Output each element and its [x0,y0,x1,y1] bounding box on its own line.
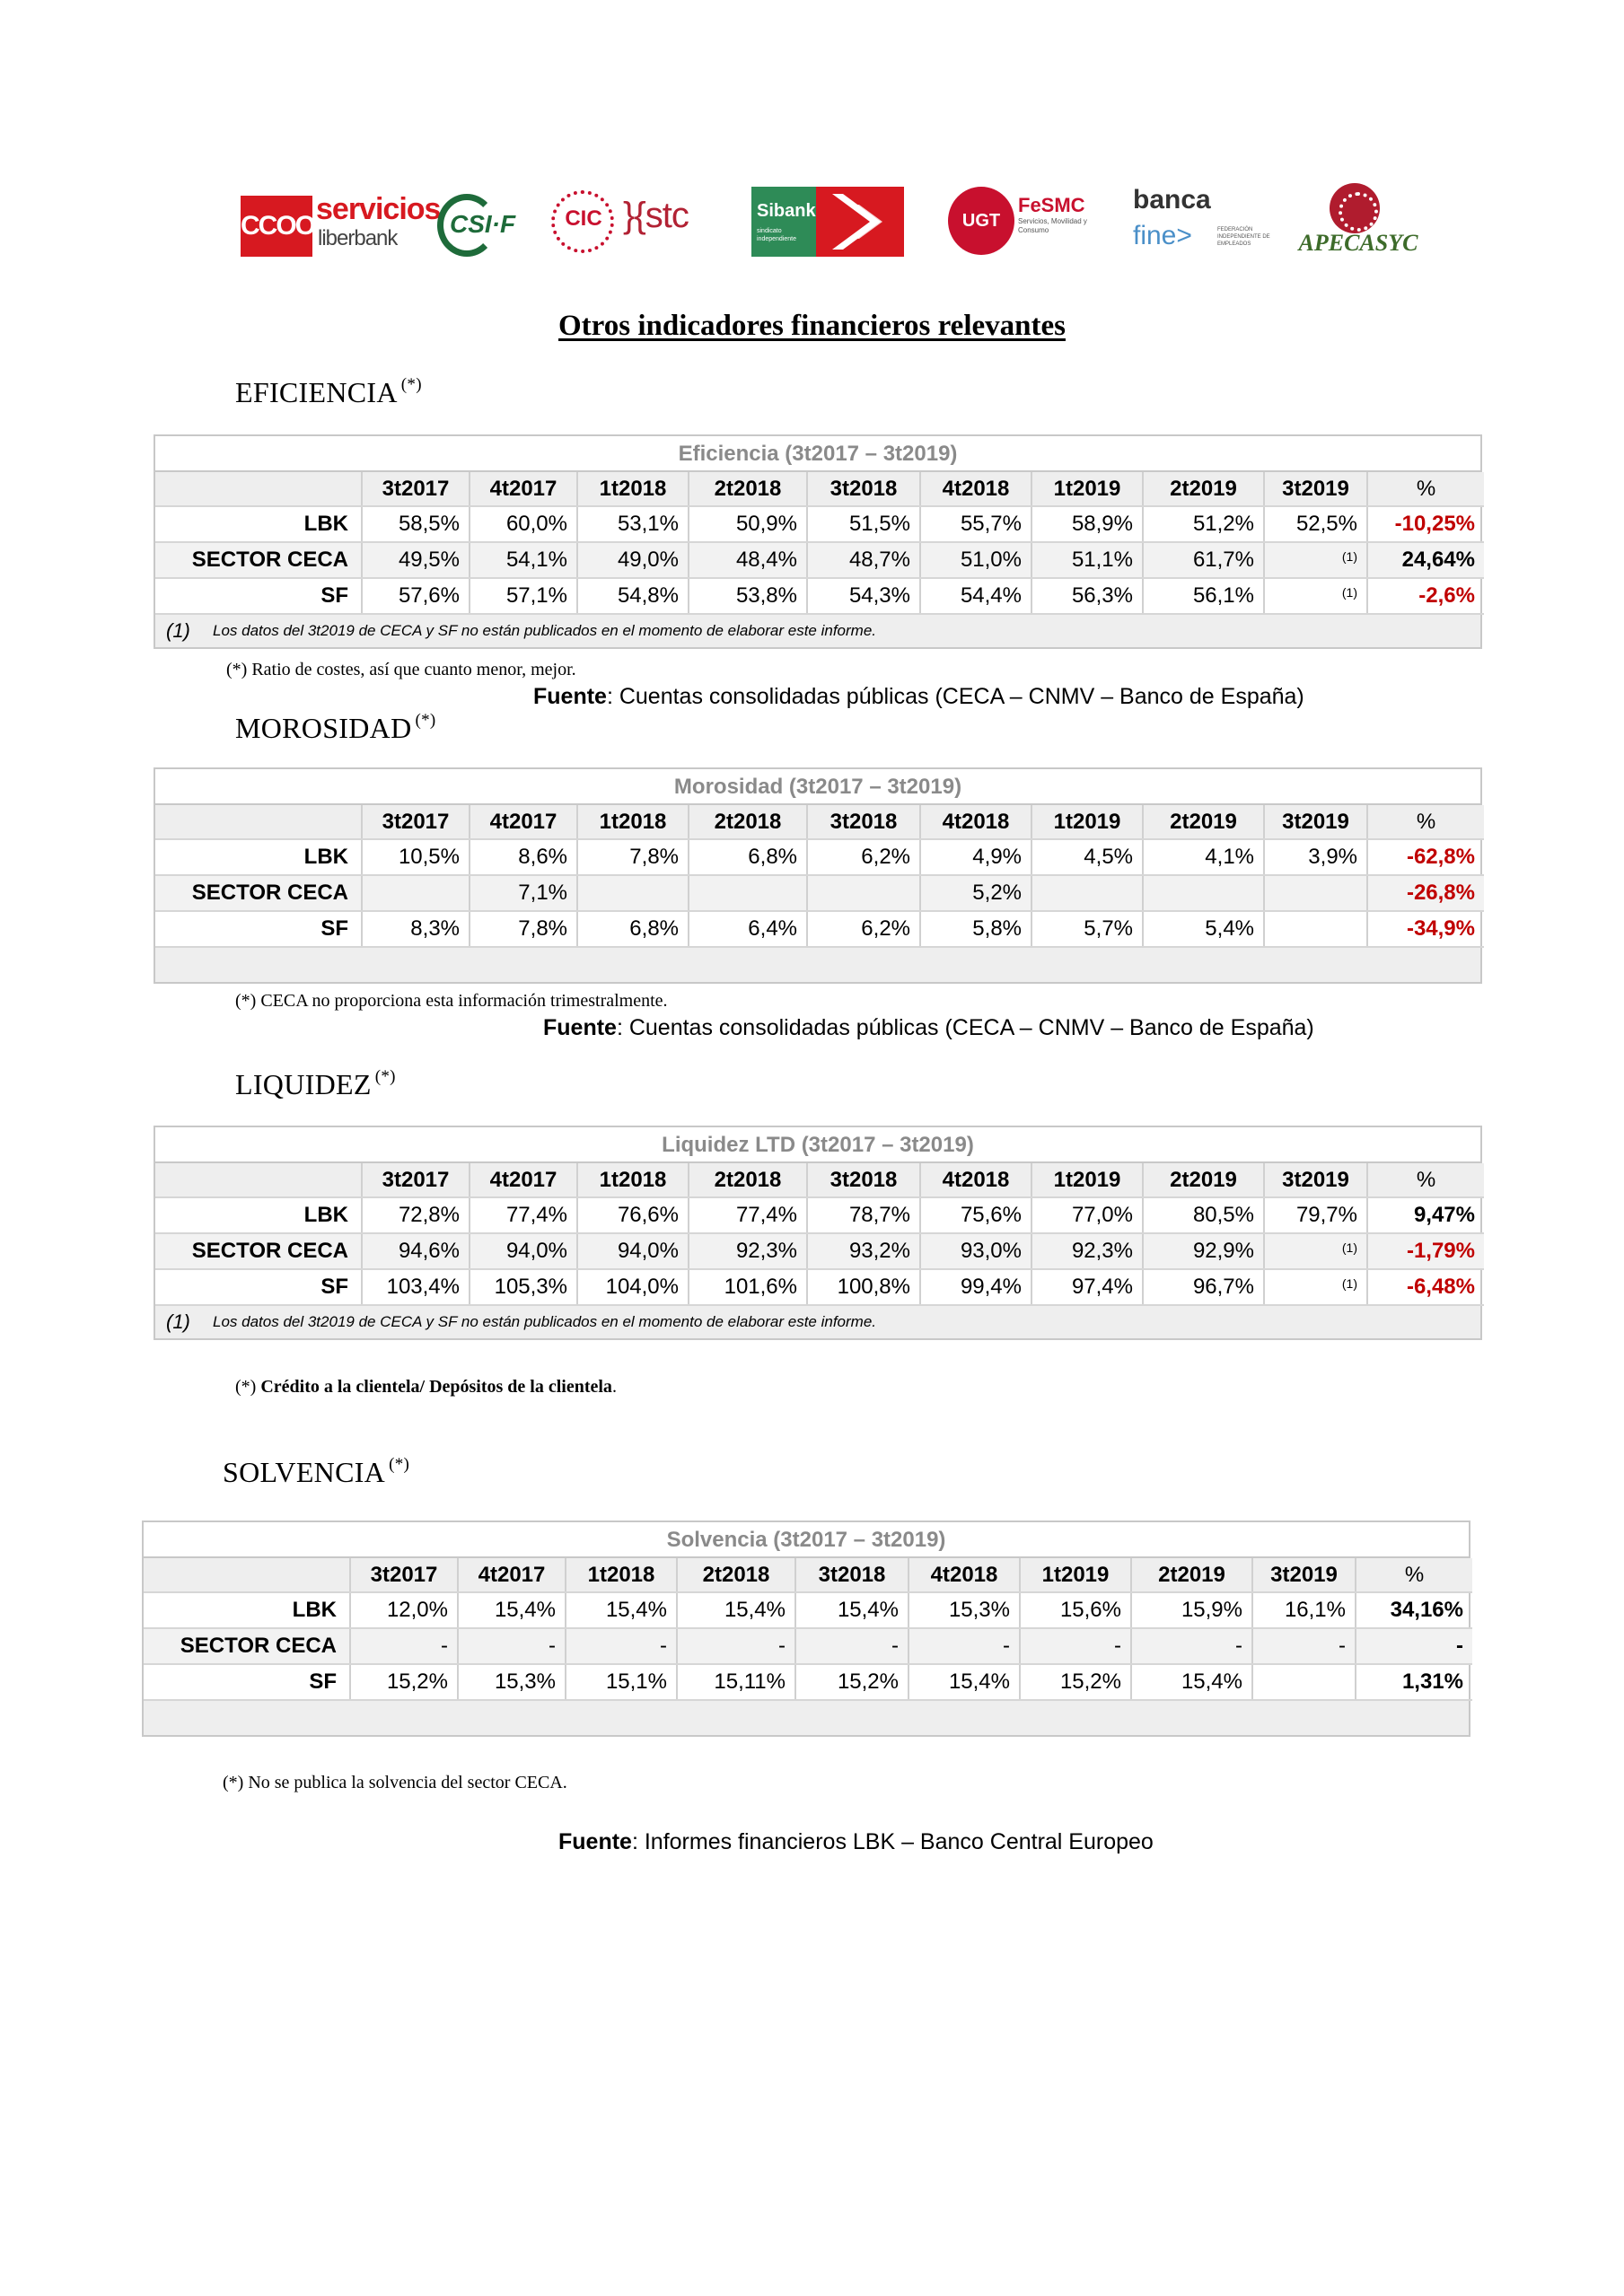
row-label: LBK [155,839,362,875]
table-cell: 103,4% [362,1269,470,1305]
column-header: 3t2018 [795,1558,909,1592]
table-cell: 54,4% [920,578,1031,614]
table-cell: - [458,1628,566,1664]
solvencia-source-label: Fuente [558,1829,632,1854]
column-header: 3t2019 [1264,1163,1367,1197]
table-cell: 97,4% [1031,1269,1143,1305]
eficiencia-table-footnote [155,615,1480,647]
table-cell: 6,8% [689,839,807,875]
column-header: 3t2019 [1252,1558,1356,1592]
table-row [155,911,1484,947]
ccoo-logo-mark: CCOO [241,196,312,257]
change-percent-cell: -34,9% [1367,911,1484,947]
table-cell: 7,8% [470,911,577,947]
csif-logo [437,194,516,257]
row-label: SECTOR CECA [144,1628,350,1664]
table-cell: 15,4% [909,1664,1020,1700]
table-cell: 92,3% [689,1233,807,1269]
table-cell: 94,0% [577,1233,689,1269]
morosidad-source-text: : Cuentas consolidadas públicas (CECA – CNMV – Banco de España) [616,1015,1314,1040]
table-cell [1264,875,1367,911]
table-cell: 16,1% [1252,1592,1356,1628]
table-cell: 78,7% [807,1197,920,1233]
table-cell: 57,1% [470,578,577,614]
table-cell: 75,6% [920,1197,1031,1233]
row-label: LBK [155,506,362,542]
banca-logo-tag: FEDERACIÓN INDEPENDIENTE DE EMPLEADOS [1217,227,1270,247]
change-percent-cell: -62,8% [1367,839,1484,875]
stc-logo: }{stc [623,196,689,235]
table-cell: 57,6% [362,578,470,614]
table-cell: 93,2% [807,1233,920,1269]
change-percent-cell: -6,48% [1367,1269,1484,1305]
table-row [155,542,1484,578]
table-header-row [144,1558,1472,1592]
row-label: SF [155,1269,362,1305]
eficiencia-source-label: Fuente [533,684,607,709]
cic-logo [548,187,619,259]
table-cell: 92,9% [1143,1233,1264,1269]
table-cell [577,875,689,911]
eficiencia-source [533,684,1304,710]
table-cell: 5,8% [920,911,1031,947]
column-header: 1t2019 [1020,1558,1131,1592]
table-row [144,1628,1472,1664]
table-cell: 6,4% [689,911,807,947]
table-cell: 15,4% [677,1592,795,1628]
table-cell: 54,1% [470,542,577,578]
column-header: 4t2017 [470,472,577,506]
fesmc-logo-text [1018,194,1092,235]
liquidez-table-footnote [155,1306,1480,1338]
column-header [155,472,362,506]
column-header [144,1558,350,1592]
column-header [155,1163,362,1197]
table-cell: 92,3% [1031,1233,1143,1269]
column-header: 2t2019 [1143,805,1264,839]
column-header: 4t2017 [458,1558,566,1592]
ugt-logo-mark: UGT [948,187,1014,255]
column-header: 3t2017 [362,805,470,839]
change-percent-cell: - [1356,1628,1472,1664]
column-header: 1t2018 [577,1163,689,1197]
column-header: 4t2018 [920,805,1031,839]
table-cell [1252,1664,1356,1700]
table-cell: 15,3% [458,1664,566,1700]
table-cell: 58,5% [362,506,470,542]
table-cell: 100,8% [807,1269,920,1305]
fesmc-logo-tag: Servicios, Movilidad y Consumo [1018,217,1087,234]
table-cell: 58,9% [1031,506,1143,542]
column-header: 1t2019 [1031,805,1143,839]
column-header: 3t2019 [1264,805,1367,839]
table-cell: - [1252,1628,1356,1664]
table-cell: 94,6% [362,1233,470,1269]
table-cell: 50,9% [689,506,807,542]
column-header: 3t2018 [807,1163,920,1197]
table-cell: - [566,1628,677,1664]
morosidad-table-caption: Morosidad (3t2017 – 3t2019) [155,769,1480,805]
banca-logo-line1: banca [1133,185,1211,215]
table-cell: 54,8% [577,578,689,614]
solvencia-table-footer [144,1701,1469,1735]
table-cell: (1) [1264,542,1367,578]
column-header: 2t2018 [677,1558,795,1592]
table-cell: - [677,1628,795,1664]
liquidez-footnote-text: Los datos del 3t2019 de CECA y SF no están publicados en el momento de elaborar este informe. [213,1313,877,1330]
sibank-logo-green [751,187,816,257]
table-cell: 3,9% [1264,839,1367,875]
table-row [144,1592,1472,1628]
table-row [155,578,1484,614]
table-cell: 49,0% [577,542,689,578]
eficiencia-heading [235,375,422,409]
table-cell: 4,1% [1143,839,1264,875]
table-cell: 52,5% [1264,506,1367,542]
table-cell: 56,1% [1143,578,1264,614]
table-cell [1264,911,1367,947]
column-header: 3t2017 [362,1163,470,1197]
table-cell: 55,7% [920,506,1031,542]
table-cell: 48,4% [689,542,807,578]
table-row [144,1664,1472,1700]
table-cell: (1) [1264,578,1367,614]
table-cell: 10,5% [362,839,470,875]
solvencia-table [142,1520,1470,1737]
table-header-row [155,1163,1484,1197]
table-cell: 5,4% [1143,911,1264,947]
table-cell: 15,6% [1020,1592,1131,1628]
table-cell: 51,5% [807,506,920,542]
table-row [155,506,1484,542]
column-header: 2t2018 [689,1163,807,1197]
table-row [155,1233,1484,1269]
csif-logo-text: CSI·F [450,210,516,238]
apecasyc-logo [1290,183,1425,262]
eficiencia-table [154,434,1482,649]
table-cell: 80,5% [1143,1197,1264,1233]
apecasyc-emblem-icon [1330,183,1380,233]
table-cell: (1) [1264,1233,1367,1269]
table-cell: 15,2% [795,1664,909,1700]
change-percent-cell: 24,64% [1367,542,1484,578]
morosidad-table-footer [155,948,1480,982]
table-cell: 15,4% [1131,1664,1252,1700]
solvencia-heading [223,1455,409,1489]
column-header: 3t2018 [807,805,920,839]
table-cell: 15,2% [1020,1664,1131,1700]
change-percent-cell: -26,8% [1367,875,1484,911]
table-cell: 105,3% [470,1269,577,1305]
morosidad-heading [235,711,436,745]
table-cell: 15,1% [566,1664,677,1700]
liquidez-table [154,1126,1482,1340]
cic-logo-text: CIC [565,206,602,231]
column-header: 1t2019 [1031,472,1143,506]
table-cell: - [795,1628,909,1664]
solvencia-heading-mark: (*) [389,1455,410,1474]
table-row [155,875,1484,911]
table-cell: 7,8% [577,839,689,875]
morosidad-source-label: Fuente [543,1015,617,1040]
table-header-row [155,472,1484,506]
sibank-logo-arrow-icon [816,187,904,257]
column-header: 2t2019 [1131,1558,1252,1592]
table-cell: 54,3% [807,578,920,614]
table-cell: - [1020,1628,1131,1664]
row-label: SECTOR CECA [155,875,362,911]
column-header: % [1367,472,1484,506]
table-cell: 6,2% [807,839,920,875]
table-cell: 61,7% [1143,542,1264,578]
liquidez-heading [235,1067,396,1101]
table-cell: 6,2% [807,911,920,947]
banca-fine-logo [1133,185,1277,262]
change-percent-cell: -1,79% [1367,1233,1484,1269]
table-row [155,839,1484,875]
column-header: 3t2017 [350,1558,458,1592]
sibank-logo-tag: sindicato independiente [757,228,796,242]
table-cell: 4,5% [1031,839,1143,875]
table-cell: 56,3% [1031,578,1143,614]
liquidez-note-suffix: . [611,1377,617,1397]
table-cell: 94,0% [470,1233,577,1269]
column-header: 2t2018 [689,805,807,839]
column-header: 2t2019 [1143,472,1264,506]
liquidez-note-prefix: (*) [235,1377,261,1397]
sibank-logo-name: Sibank [757,201,816,221]
table-cell: 15,3% [909,1592,1020,1628]
table-cell: (1) [1264,1269,1367,1305]
table-cell: 51,2% [1143,506,1264,542]
column-header: 4t2018 [909,1558,1020,1592]
table-cell: 53,8% [689,578,807,614]
row-label: SF [144,1664,350,1700]
page-title: Otros indicadores financieros relevantes [558,310,1066,342]
table-cell [1143,875,1264,911]
eficiencia-note: (*) Ratio de costes, así que cuanto menor, mejor. [226,660,576,679]
table-cell: 5,7% [1031,911,1143,947]
column-header [155,805,362,839]
eficiencia-heading-mark: (*) [400,375,422,394]
ccoo-logo [241,192,441,257]
table-cell: 77,0% [1031,1197,1143,1233]
solvencia-source [558,1829,1154,1855]
solvencia-source-text: : Informes financieros LBK – Banco Central Europeo [631,1829,1154,1854]
liquidez-heading-mark: (*) [374,1067,396,1086]
table-cell: 93,0% [920,1233,1031,1269]
solvencia-table-caption: Solvencia (3t2017 – 3t2019) [144,1522,1469,1558]
table-cell: 48,7% [807,542,920,578]
apecasyc-logo-text: APECASYC [1298,230,1418,256]
morosidad-heading-mark: (*) [415,711,436,730]
table-cell: 79,7% [1264,1197,1367,1233]
column-header: % [1367,805,1484,839]
eficiencia-heading-text: EFICIENCIA [235,376,398,408]
eficiencia-source-text: : Cuentas consolidadas públicas (CECA – CNMV – Banco de España) [606,684,1304,709]
column-header: 4t2017 [470,1163,577,1197]
morosidad-note: (*) CECA no proporciona esta información trimestralmente. [235,991,668,1011]
table-cell: 7,1% [470,875,577,911]
ccoo-logo-line1: servicios [316,192,441,226]
table-cell: 4,9% [920,839,1031,875]
table-cell: 15,9% [1131,1592,1252,1628]
liquidez-note [235,1377,617,1398]
table-cell: 77,4% [689,1197,807,1233]
table-row [155,1269,1484,1305]
table-row [155,1197,1484,1233]
table-cell: 12,0% [350,1592,458,1628]
logo-row [235,183,1429,262]
table-cell: 104,0% [577,1269,689,1305]
table-cell: 15,2% [350,1664,458,1700]
row-label: SECTOR CECA [155,1233,362,1269]
table-cell: 5,2% [920,875,1031,911]
change-percent-cell: -10,25% [1367,506,1484,542]
row-label: SECTOR CECA [155,542,362,578]
ccoo-logo-line2: liberbank [318,226,398,250]
row-label: LBK [144,1592,350,1628]
morosidad-source [543,1015,1314,1041]
liquidez-heading-text: LIQUIDEZ [235,1068,372,1100]
table-cell: 76,6% [577,1197,689,1233]
solvencia-table-grid [144,1558,1472,1701]
table-cell: 53,1% [577,506,689,542]
table-cell [807,875,920,911]
solvencia-heading-text: SOLVENCIA [223,1456,386,1488]
column-header: 2t2018 [689,472,807,506]
column-header: 3t2018 [807,472,920,506]
row-label: SF [155,578,362,614]
change-percent-cell: 9,47% [1367,1197,1484,1233]
table-cell: 77,4% [470,1197,577,1233]
liquidez-footnote-mark: (1) [166,1310,190,1333]
row-label: SF [155,911,362,947]
table-cell: 15,4% [795,1592,909,1628]
table-cell [689,875,807,911]
table-cell: 51,1% [1031,542,1143,578]
morosidad-table-grid [155,805,1484,948]
table-cell: 60,0% [470,506,577,542]
banca-logo-line2: fine> [1133,221,1192,250]
table-cell: - [350,1628,458,1664]
table-cell [1031,875,1143,911]
row-label: LBK [155,1197,362,1233]
change-percent-cell: 1,31% [1356,1664,1472,1700]
morosidad-heading-text: MOROSIDAD [235,712,412,744]
sibank-logo [751,187,904,257]
table-cell: - [909,1628,1020,1664]
eficiencia-table-caption: Eficiencia (3t2017 – 3t2019) [155,436,1480,472]
liquidez-note-bold: Crédito a la clientela/ Depósitos de la clientela [260,1377,612,1397]
change-percent-cell: 34,16% [1356,1592,1472,1628]
column-header: 4t2018 [920,472,1031,506]
liquidez-table-grid [155,1163,1484,1306]
column-header: 1t2018 [577,472,689,506]
table-cell: 96,7% [1143,1269,1264,1305]
table-cell: 49,5% [362,542,470,578]
column-header: 1t2019 [1031,1163,1143,1197]
table-cell: 6,8% [577,911,689,947]
table-header-row [155,805,1484,839]
table-cell: 15,4% [458,1592,566,1628]
eficiencia-footnote-mark: (1) [166,619,190,642]
change-percent-cell: -2,6% [1367,578,1484,614]
column-header: 3t2019 [1264,472,1367,506]
column-header: 3t2017 [362,472,470,506]
solvencia-note: (*) No se publica la solvencia del sector CECA. [223,1773,567,1792]
table-cell: 15,4% [566,1592,677,1628]
column-header: 1t2018 [577,805,689,839]
table-cell: 8,3% [362,911,470,947]
table-cell: 51,0% [920,542,1031,578]
table-cell: 15,11% [677,1664,795,1700]
table-cell: 8,6% [470,839,577,875]
morosidad-table [154,767,1482,984]
table-cell: 101,6% [689,1269,807,1305]
fesmc-logo-name: FeSMC [1018,194,1085,216]
table-cell: 99,4% [920,1269,1031,1305]
table-cell [362,875,470,911]
column-header: % [1356,1558,1472,1592]
table-cell: - [1131,1628,1252,1664]
eficiencia-footnote-text: Los datos del 3t2019 de CECA y SF no están publicados en el momento de elaborar este informe. [213,622,877,639]
liquidez-table-caption: Liquidez LTD (3t2017 – 3t2019) [155,1127,1480,1163]
column-header: 4t2018 [920,1163,1031,1197]
eficiencia-table-grid [155,472,1484,615]
table-cell: 72,8% [362,1197,470,1233]
column-header: 1t2018 [566,1558,677,1592]
ugt-fesmc-logo [948,187,1092,259]
column-header: 2t2019 [1143,1163,1264,1197]
column-header: 4t2017 [470,805,577,839]
column-header: % [1367,1163,1484,1197]
